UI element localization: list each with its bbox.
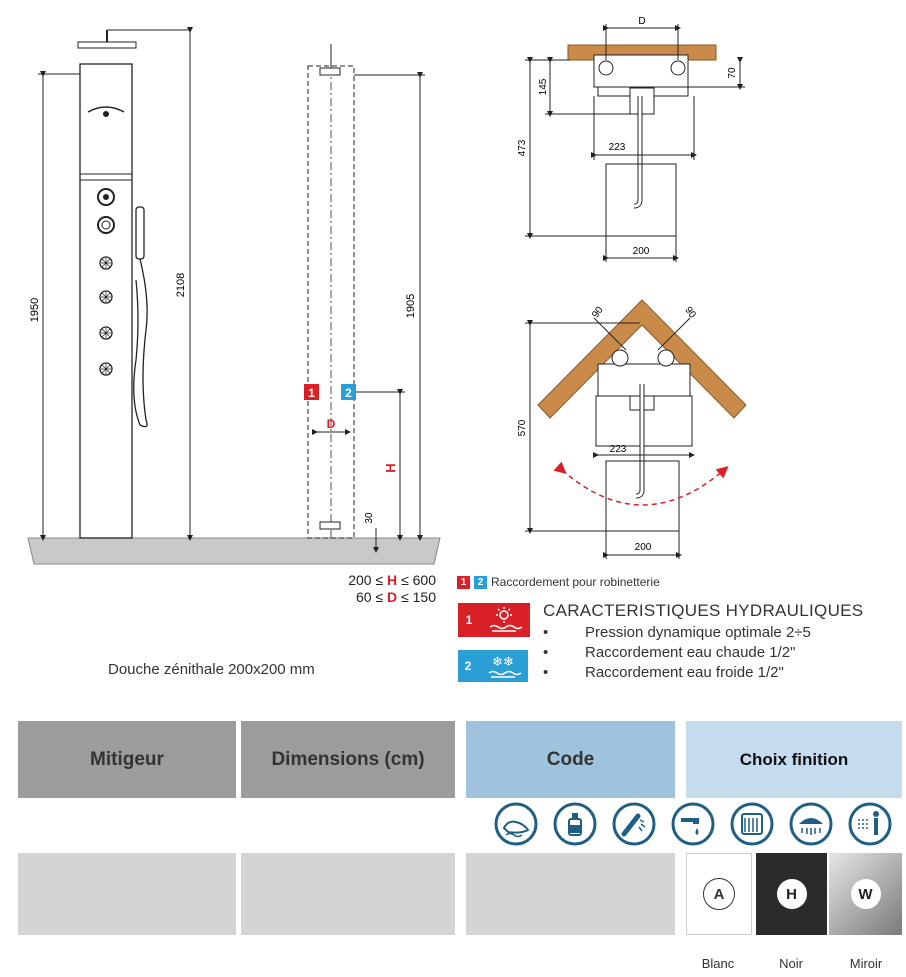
rain-shower-icon [789, 802, 833, 846]
header-mitigeur: Mitigeur [18, 721, 236, 798]
h-range: 200 ≤ H ≤ 600 [348, 572, 436, 588]
thermostat-icon [730, 802, 774, 846]
dim-223-corner: 223 [609, 444, 627, 455]
bottle-icon [553, 802, 597, 846]
caption: Douche zénithale 200x200 mm [108, 661, 315, 678]
dim-30: 30 [364, 512, 375, 524]
cold-water-icon: 2 ❄❄ [458, 650, 528, 682]
header-dimensions: Dimensions (cm) [241, 721, 455, 798]
body-jet [100, 327, 112, 339]
dim-90-left: 90 [590, 304, 606, 321]
tap-icon [671, 802, 715, 846]
list-item: • Raccordement eau froide 1/2" [543, 664, 784, 681]
finish-white[interactable]: A [686, 853, 752, 935]
finish-label-white: Blanc [701, 956, 735, 971]
cell-code [466, 853, 675, 935]
header-finish: Choix finition [686, 721, 902, 798]
finish-black[interactable]: H [756, 853, 827, 935]
dim-90-right: 90 [682, 304, 698, 321]
connection-legend: 1 2 Raccordement pour robinetterie [457, 575, 660, 589]
svg-text:2: 2 [345, 386, 352, 400]
dim-570: 570 [517, 419, 528, 437]
d-range: 60 ≤ D ≤ 150 [356, 589, 436, 605]
list-item: • Pression dynamique optimale 2÷5 [543, 624, 811, 641]
hand-shower-icon [612, 802, 656, 846]
dim-1950: 1950 [29, 297, 41, 323]
dim-D: D [326, 417, 336, 431]
dim-145: 145 [538, 78, 549, 96]
body-jet [100, 257, 112, 269]
finish-label-mirror: Miroir [849, 956, 883, 971]
dim-223: 223 [608, 142, 626, 153]
installation-rear-view [308, 44, 425, 538]
dim-1905: 1905 [405, 293, 417, 319]
finish-mirror[interactable]: W [829, 853, 902, 935]
dim-200: 200 [632, 246, 650, 257]
dim-200-corner: 200 [634, 542, 652, 553]
floor-slab [28, 538, 440, 564]
dim-70: 70 [727, 67, 738, 79]
hydraulics-list [543, 624, 811, 681]
hydraulics-title: CARACTERISTIQUES HYDRAULIQUES [543, 601, 864, 620]
header-code: Code [466, 721, 675, 798]
hot-water-icon: 1 [458, 603, 530, 637]
dim-H: H [383, 463, 398, 473]
pictogram-row [494, 802, 892, 846]
finish-label-black: Noir [779, 956, 803, 971]
top-view-corner [538, 300, 746, 531]
body-jet [100, 291, 112, 303]
dim-473: 473 [517, 139, 528, 157]
foot-spa-icon [494, 802, 538, 846]
cell-dimensions [241, 853, 455, 935]
cell-mitigeur [18, 853, 236, 935]
dim-2108: 2108 [175, 272, 187, 298]
svg-text:1: 1 [308, 386, 315, 400]
dim-D-top: D [638, 16, 646, 27]
svg-text:❄❄: ❄❄ [492, 654, 514, 669]
shower-column-front [78, 30, 190, 538]
body-jets-icon [848, 802, 892, 846]
list-item: • Raccordement eau chaude 1/2" [543, 644, 796, 661]
body-jet [100, 363, 112, 375]
